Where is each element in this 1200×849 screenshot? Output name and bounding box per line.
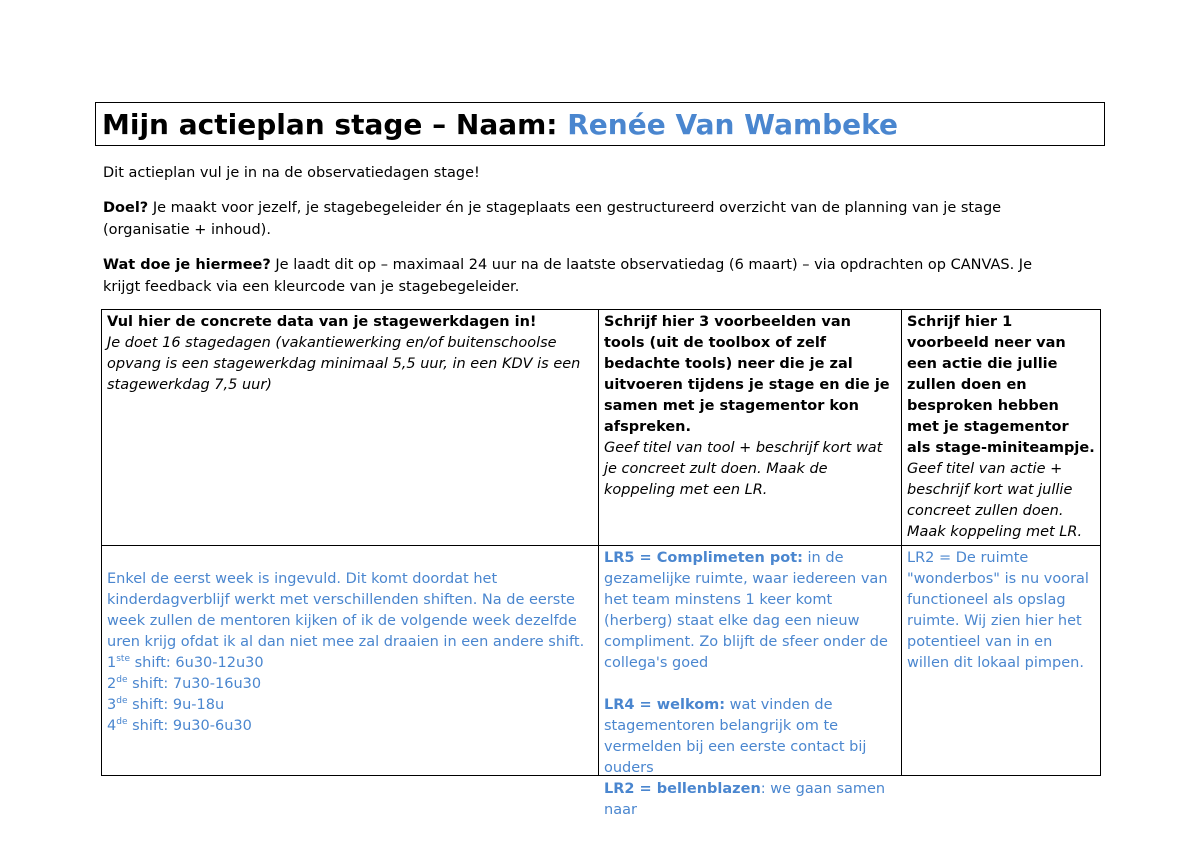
intro-text: Dit actieplan vul je in na de observatiedagen stage! [103, 165, 480, 181]
shift-line: 1ste shift: 6u30-12u30 [107, 654, 264, 671]
tools-header: Schrijf hier 3 voorbeelden van tools (uit de toolbox of zelf bedachte tools) neer die je zal uitvoeren tijdens je stage en die je samen met je stagementor kon afspreken. [604, 314, 890, 435]
page-title [102, 105, 898, 145]
wat-paragraph [103, 254, 1063, 298]
student-name: Renée Van Wambeke [567, 108, 899, 141]
tool-item: LR4 = welkom: wat vinden de stagementoren belangrijk om te vermelden bij een eerste contact bij ouders [604, 697, 867, 776]
action-plan-table [101, 309, 1101, 818]
header-cell-action [902, 310, 1101, 546]
shift-line: 3de shift: 9u-18u [107, 696, 225, 713]
tools-hint: Geef titel van tool + beschrijf kort wat je concreet zult doen. Maak de koppeling met een LR. [604, 440, 883, 498]
wat-text: Je laadt dit op – maximaal 24 uur na de laatste observatiedag (6 maart) – via opdrachten op CANVAS. Je krijgt feedback via een kleurcode van je stagebegeleider. [103, 257, 1032, 295]
wat-label: Wat doe je hiermee? [103, 257, 271, 273]
dates-answer: Enkel de eerst week is ingevuld. Dit komt doordat het kinderdagverblijf werkt met verschillenden shiften. Na de eerste week zullen de mentoren kijken of ik de volgende week dezelfde uren krijg ofdat ik al dan niet mee zal draaien in een andere shift. [107, 571, 585, 650]
tool-item: LR2 = bellenblazen: we gaan samen naar [604, 781, 886, 818]
title-prefix: Mijn actieplan stage – Naam: [102, 108, 568, 141]
table-body-row [102, 546, 1101, 776]
doel-paragraph [103, 197, 1063, 241]
action-answer: LR2 = De ruimte "wonderbos" is nu vooral functioneel als opslag ruimte. Wij zien hier het potentieel van in en willen dit lokaal pimpen. [907, 550, 1089, 671]
shift-line: 4de shift: 9u30-6u30 [107, 717, 252, 734]
answer-cell-action [902, 546, 1101, 776]
title-box [95, 102, 1105, 146]
tool-item: LR5 = Complimeten pot: in de gezamelijke ruimte, waar iedereen van het team minstens 1 keer komt (herberg) staat elke dag een nieuw compliment. Zo blijft de sfeer onder de collega's goed [604, 550, 888, 671]
shift-line: 2de shift: 7u30-16u30 [107, 675, 262, 692]
action-header: Schrijf hier 1 voorbeeld neer van een actie die jullie zullen doen en besproken hebben met je stagementor als stage-miniteampje. [907, 314, 1095, 456]
doel-text: Je maakt voor jezelf, je stagebegeleider én je stageplaats een gestructureerd overzicht van de planning van je stage (organisatie + inhoud). [103, 200, 1002, 238]
doel-label: Doel? [103, 200, 149, 216]
table-header-row [102, 310, 1101, 546]
header-cell-tools [599, 310, 902, 546]
action-hint: Geef titel van actie + beschrijf kort wat jullie concreet zullen doen. Maak koppeling met LR. [907, 461, 1083, 540]
dates-hint: Je doet 16 stagedagen (vakantiewerking en/of buitenschoolse opvang is een stagewerkdag minimaal 5,5 uur, in een KDV is een stagewerkdag 7,5 uur) [107, 335, 581, 393]
dates-header: Vul hier de concrete data van je stagewerkdagen in! [107, 314, 537, 330]
header-cell-dates [102, 310, 599, 546]
answer-cell-dates [102, 546, 599, 776]
answer-cell-tools [599, 546, 902, 818]
